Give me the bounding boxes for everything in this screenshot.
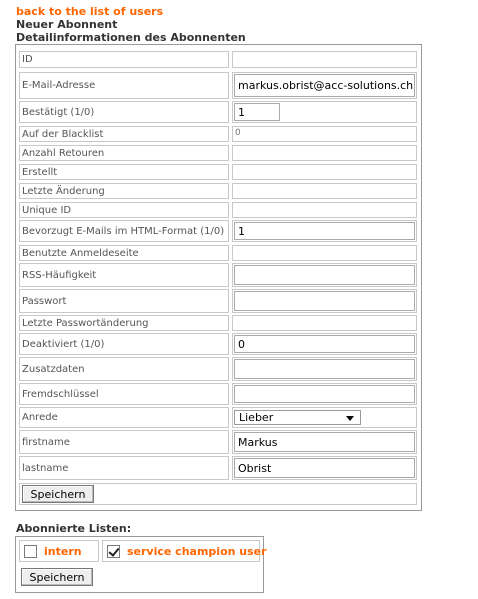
save-button[interactable]: Speichern <box>22 485 94 503</box>
row-confirmed <box>19 101 417 123</box>
extra-label: Zusatzdaten <box>19 357 229 381</box>
row-password <box>19 289 417 313</box>
row-modified <box>19 183 417 199</box>
unique-id-value <box>232 202 417 218</box>
row-extra <box>19 357 417 381</box>
firstname-label: firstname <box>19 430 229 454</box>
list-name: intern <box>44 544 82 558</box>
login-page-value <box>232 245 417 261</box>
extra-field[interactable] <box>234 359 415 379</box>
id-label: ID <box>19 51 229 68</box>
rss-label: RSS-Häufigkeit <box>19 263 229 287</box>
row-salutation <box>19 407 417 428</box>
list-name: service champion user <box>127 544 267 558</box>
page-title: Neuer Abonnent <box>16 18 118 31</box>
row-created <box>19 164 417 180</box>
salutation-label: Anrede <box>19 407 229 428</box>
dropdown-arrow-icon <box>346 416 354 421</box>
salutation-select[interactable] <box>234 410 361 425</box>
list-checkbox-intern[interactable] <box>24 545 37 558</box>
created-label: Erstellt <box>19 164 229 180</box>
unique-id-label: Unique ID <box>19 202 229 218</box>
bounces-value <box>232 145 417 161</box>
row-html-email <box>19 220 417 242</box>
disabled-field[interactable]: 0 <box>234 335 415 353</box>
row-blacklist <box>19 126 417 142</box>
created-value <box>232 164 417 180</box>
row-login-page <box>19 245 417 261</box>
password-field[interactable] <box>234 291 415 311</box>
blacklist-label: Auf der Blacklist <box>19 126 229 142</box>
email-field[interactable]: markus.obrist@acc-solutions.ch <box>234 74 415 97</box>
rss-field[interactable] <box>234 265 415 285</box>
back-to-users-link[interactable]: back to the list of users <box>16 5 164 18</box>
pw-changed-value <box>232 315 417 331</box>
bounces-label: Anzahl Retouren <box>19 145 229 161</box>
page-subtitle: Detailinformationen des Abonnenten <box>16 31 246 44</box>
foreign-key-label: Fremdschlüssel <box>19 383 229 405</box>
row-rss <box>19 263 417 287</box>
salutation-selected: Lieber <box>239 411 274 424</box>
id-value <box>232 51 417 68</box>
list-checkbox-service-champion-user[interactable] <box>107 545 120 558</box>
row-email <box>19 72 417 99</box>
row-foreign-key <box>19 383 417 405</box>
lists-save-button[interactable]: Speichern <box>21 568 93 586</box>
row-lastname <box>19 456 417 480</box>
lastname-field[interactable]: Obrist <box>234 458 415 478</box>
html-email-label: Bevorzugt E-Mails im HTML-Format (1/0) <box>19 220 229 242</box>
row-bounces <box>19 145 417 161</box>
list-item <box>102 540 267 562</box>
row-firstname <box>19 430 417 454</box>
row-pw-changed <box>19 315 417 331</box>
disabled-label: Deaktiviert (1/0) <box>19 333 229 355</box>
password-label: Passwort <box>19 289 229 313</box>
save-row <box>19 483 417 505</box>
confirmed-label: Bestätigt (1/0) <box>19 101 229 123</box>
html-email-field[interactable]: 1 <box>234 222 415 240</box>
modified-value <box>232 183 417 199</box>
list-item <box>19 540 99 562</box>
row-disabled <box>19 333 417 355</box>
subscribed-lists-table <box>15 536 267 593</box>
row-unique-id <box>19 202 417 218</box>
blacklist-value: 0 <box>235 128 241 138</box>
foreign-key-field[interactable] <box>234 385 415 403</box>
row-id <box>19 51 417 68</box>
modified-label: Letzte Änderung <box>19 183 229 199</box>
firstname-field[interactable]: Markus <box>234 432 415 452</box>
confirmed-field[interactable]: 1 <box>234 103 280 121</box>
subscriber-details-table <box>15 44 422 511</box>
lastname-label: lastname <box>19 456 229 480</box>
subscribed-lists-heading: Abonnierte Listen: <box>16 522 132 535</box>
login-page-label: Benutzte Anmeldeseite <box>19 245 229 261</box>
pw-changed-label: Letzte Passwortänderung <box>19 315 229 331</box>
email-label: E-Mail-Adresse <box>19 72 229 99</box>
